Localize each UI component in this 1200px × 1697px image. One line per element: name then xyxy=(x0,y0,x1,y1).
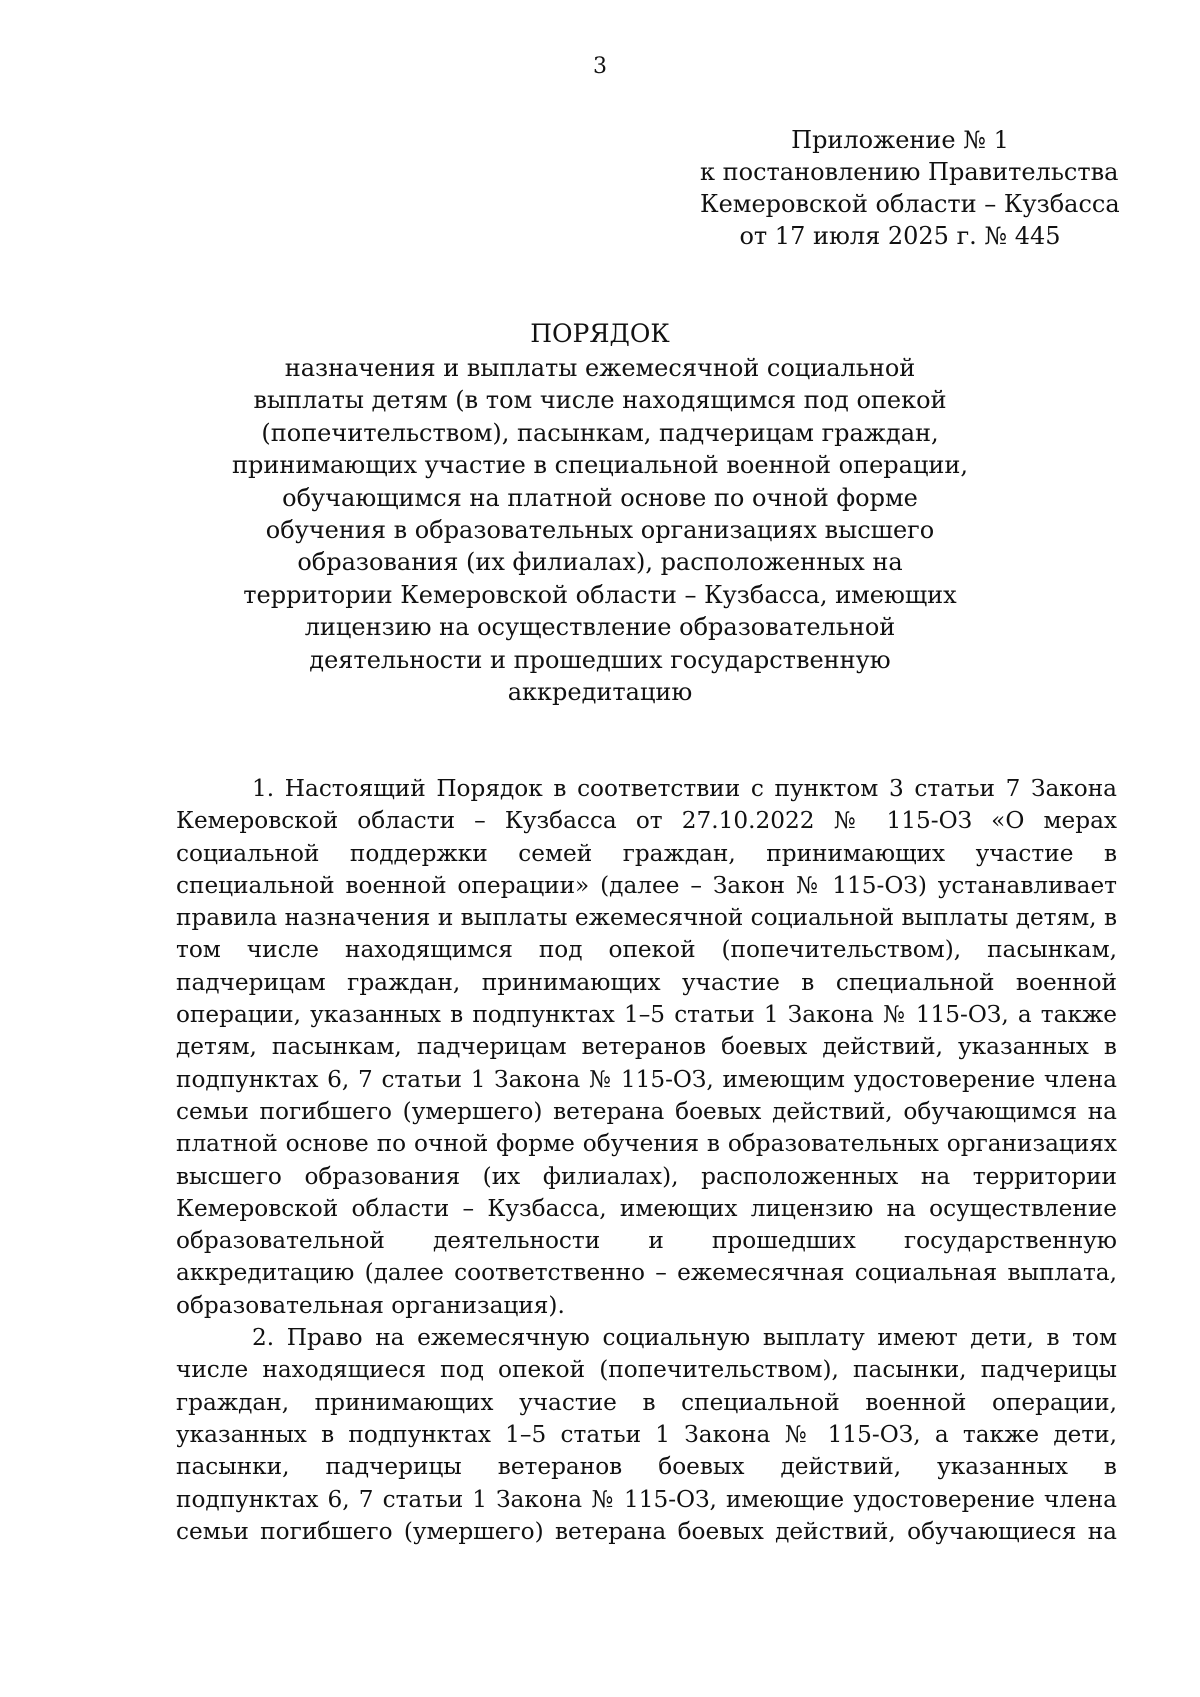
appendix-line: Кемеровской области – Кузбасса xyxy=(700,190,1120,218)
paragraph-line: подпунктах 6, 7 статьи 1 Закона № 115-ОЗ, имеющим удостоверение члена xyxy=(176,1065,1117,1093)
paragraph-1 xyxy=(176,773,1117,1322)
paragraph-line: пасынки, падчерицы ветеранов боевых действий, указанных в xyxy=(176,1453,1117,1481)
appendix-line: от 17 июля 2025 г. № 445 xyxy=(739,222,1061,250)
appendix-header xyxy=(700,124,1120,252)
subtitle-line: лицензию на осуществление образовательной xyxy=(304,613,896,642)
paragraph-2 xyxy=(176,1322,1117,1548)
paragraph-line: социальной поддержки семей граждан, принимающих участие в xyxy=(176,839,1117,867)
subtitle-line: (попечительством), пасынкам, падчерицам граждан, xyxy=(261,418,939,447)
appendix-line: Приложение № 1 xyxy=(791,126,1009,154)
subtitle-line: принимающих участие в специальной военной операции, xyxy=(231,451,969,480)
paragraph-line: образовательная организация). xyxy=(176,1291,565,1319)
appendix-line: к постановлению Правительства xyxy=(700,158,1119,186)
paragraph-line: указанных в подпунктах 1–5 статьи 1 Закона № 115-ОЗ, а также дети, xyxy=(176,1420,1117,1448)
document-title: ПОРЯДОК xyxy=(530,319,670,348)
paragraph-line: граждан, принимающих участие в специальной военной операции, xyxy=(176,1388,1117,1416)
paragraph-line: падчерицам граждан, принимающих участие в специальной военной xyxy=(176,968,1117,996)
paragraph-line: семьи погибшего (умершего) ветерана боевых действий, обучающиеся на xyxy=(176,1517,1117,1545)
subtitle-line: территории Кемеровской области – Кузбасса, имеющих xyxy=(243,580,957,609)
subtitle-line: деятельности и прошедших государственную xyxy=(309,645,891,674)
paragraph-line: высшего образования (их филиалах), расположенных на территории xyxy=(176,1162,1117,1190)
document-body xyxy=(176,773,1117,1548)
paragraph-line: правила назначения и выплаты ежемесячной социальной выплаты детям, в xyxy=(176,904,1117,932)
paragraph-line: операции, указанных в подпунктах 1–5 статьи 1 Закона № 115-ОЗ, а также xyxy=(176,1001,1117,1029)
subtitle-line: обучающимся на платной основе по очной форме xyxy=(282,483,918,512)
paragraph-line: числе находящиеся под опекой (попечительством), пасынки, падчерицы xyxy=(176,1356,1117,1384)
document-subtitle xyxy=(0,352,1200,708)
paragraph-line: том числе находящимся под опекой (попечительством), пасынкам, xyxy=(176,936,1117,964)
paragraph-line: аккредитацию (далее соответственно – ежемесячная социальная выплата, xyxy=(176,1259,1117,1287)
subtitle-line: обучения в образовательных организациях высшего xyxy=(265,516,935,545)
paragraph-line: Кемеровской области – Кузбасса от 27.10.2022 № 115-ОЗ «О мерах xyxy=(176,807,1117,835)
subtitle-line: назначения и выплаты ежемесячной социальной xyxy=(284,354,916,382)
paragraph-line: Кемеровской области – Кузбасса, имеющих лицензию на осуществление xyxy=(176,1194,1117,1222)
paragraph-line: 2. Право на ежемесячную социальную выплату имеют дети, в том xyxy=(252,1324,1117,1352)
paragraph-line: платной основе по очной форме обучения в образовательных организациях xyxy=(176,1130,1117,1158)
paragraph-line: семьи погибшего (умершего) ветерана боевых действий, обучающимся на xyxy=(176,1097,1117,1125)
subtitle-line: выплаты детям (в том числе находящимся под опекой xyxy=(253,386,947,415)
page-number: 3 xyxy=(593,54,607,79)
paragraph-line: 1. Настоящий Порядок в соответствии с пунктом 3 статьи 7 Закона xyxy=(252,775,1117,802)
subtitle-line: образования (их филиалах), расположенных на xyxy=(297,548,903,577)
subtitle-line: аккредитацию xyxy=(507,678,693,707)
paragraph-line: образовательной деятельности и прошедших государственную xyxy=(176,1227,1117,1255)
paragraph-line: детям, пасынкам, падчерицам ветеранов боевых действий, указанных в xyxy=(176,1033,1117,1061)
paragraph-line: подпунктах 6, 7 статьи 1 Закона № 115-ОЗ, имеющие удостоверение члена xyxy=(176,1485,1117,1513)
paragraph-line: специальной военной операции» (далее – Закон № 115-ОЗ) устанавливает xyxy=(176,871,1117,899)
